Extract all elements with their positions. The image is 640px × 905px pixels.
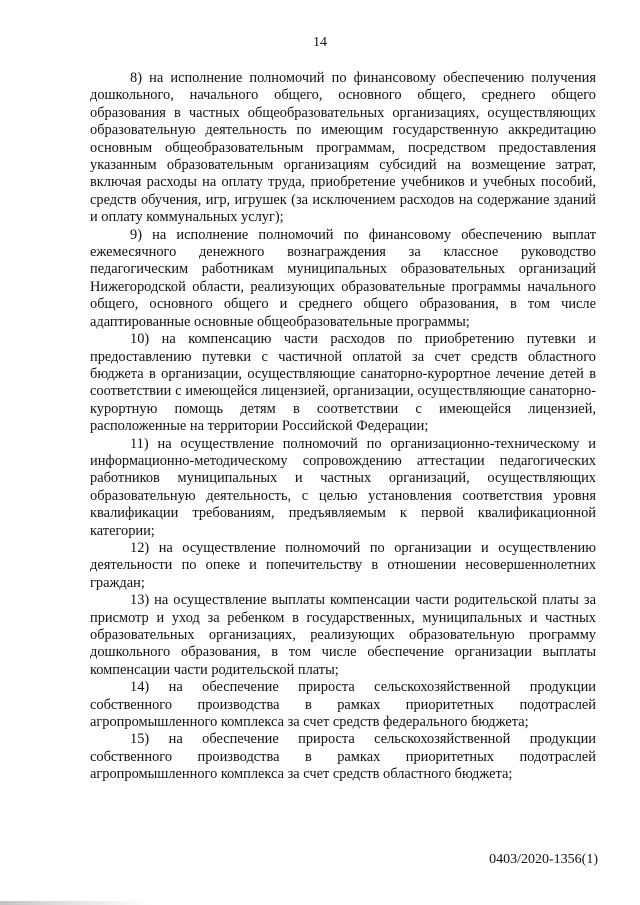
- page-number: 14: [313, 35, 327, 50]
- list-item: 11) на осуществление полномочий по организационно-техническому и информационно-методическому сопровождению аттестации педагогических работников муниципальных и частных организаций, осуществляющих образовательную деятельность, с целью установления соответствия уровня квалификации требованиям, предъявляемым к первой квалификационной категории;: [90, 435, 596, 539]
- list-item: 10) на компенсацию части расходов по приобретению путевки и предоставлению путевки с частичной оплатой за счет средств областного бюджета в организации, осуществляющие санаторно-курортное лечение детей в соответствии с имеющейся лицензией, организации, осуществляющие санаторно-курортную помощь детям в соответствии с имеющейся лицензией, расположенные на территории Российской Федерации;: [90, 331, 596, 435]
- document-code: 0403/2020-1356(1): [489, 852, 598, 867]
- list-item: 9) на исполнение полномочий по финансовому обеспечению выплат ежемесячного денежного вознаграждения за классное руководство педагогическим работникам муниципальных образовательных организаций Нижегородской области, реализующих образовательные программы начального общего, основного общего и среднего общего образования, в том числе адаптированные основные общеобразовательные программы;: [90, 226, 596, 330]
- list-item: 12) на осуществление полномочий по организации и осуществлению деятельности по опеке и попечительству в отношении несовершеннолетних граждан;: [90, 539, 596, 591]
- list-item: 15) на обеспечение прироста сельскохозяйственной продукции собственного производства в рамках приоритетных подотраслей агропромышленного комплекса за счет средств областного бюджета;: [90, 731, 596, 783]
- document-body: [90, 70, 596, 784]
- list-item: 8) на исполнение полномочий по финансовому обеспечению получения дошкольного, начального общего, основного общего, среднего общего образования в частных общеобразовательных организациях, осуществляющих образовательную деятельность по имеющим государственную аккредитацию основным общеобразовательным программам, посредством предоставления указанным образовательным организациям субсидий на возмещение затрат, включая расходы на оплату труда, приобретение учебников и учебных пособий, средств обучения, игр, игрушек (за исключением расходов на содержание зданий и оплату коммунальных услуг);: [90, 70, 596, 226]
- list-item: 14) на обеспечение прироста сельскохозяйственной продукции собственного производства в рамках приоритетных подотраслей агропромышленного комплекса за счет средств федерального бюджета;: [90, 679, 596, 731]
- scan-edge-artifact: [0, 901, 150, 905]
- list-item: 13) на осуществление выплаты компенсации части родительской платы за присмотр и уход за ребенком в государственных, муниципальных и частных образовательных организациях, реализующих образовательную программу дошкольного образования, в том числе обеспечение организации выплаты компенсации части родительской платы;: [90, 592, 596, 678]
